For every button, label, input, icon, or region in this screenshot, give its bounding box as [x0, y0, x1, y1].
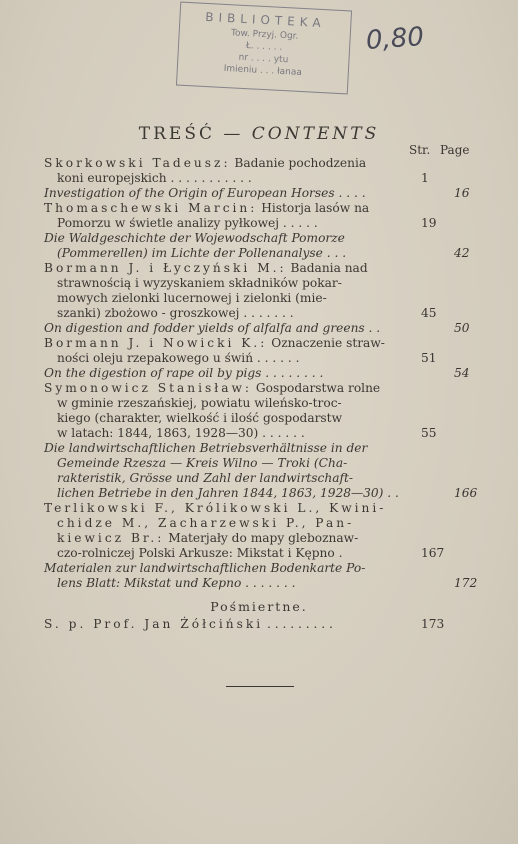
entry-title: Materjały do mapy gleboznaw-	[164, 531, 359, 545]
toc-entry-translation	[44, 321, 474, 336]
toc-entry-translation	[44, 366, 474, 381]
entry-title-line: kiego (charakter, wielkość i ilość gospodarstw	[57, 411, 343, 425]
section-heading-posthumous: Pośmiertne.	[210, 599, 308, 614]
toc-entry	[44, 336, 474, 366]
entry-author: Skorkowski Tadeusz:	[44, 156, 231, 170]
title-separator: —	[214, 124, 252, 144]
toc-entry-translation	[44, 231, 474, 261]
page-number: 172	[454, 576, 478, 590]
closing-rule	[226, 686, 294, 687]
entry-title: Badania nad	[286, 261, 368, 275]
entry-title-line: (Pommerellen) im Lichte der Pollenanalyse . . .	[57, 246, 347, 260]
entry-title-line: mowych zielonki lucernowej i zielonki (mie-	[57, 291, 327, 305]
page-number: 54	[454, 366, 470, 380]
toc-entry-translation	[44, 441, 478, 501]
entry-title: On digestion and fodder yields of alfalfa and greens . .	[44, 321, 381, 335]
toc-entry	[44, 381, 474, 441]
entry-title: Historja lasów na	[257, 201, 370, 215]
toc-entry	[44, 156, 474, 186]
stamp-line: BIBLIOTEKA	[204, 9, 326, 31]
entry-author-line: kiewicz Br.:	[57, 531, 165, 545]
stamp-line: Imieniu . . . łanaa	[223, 63, 303, 79]
entry-author: Terlikowski F., Królikowski L., Kwini-	[44, 501, 387, 515]
page-number: 166	[454, 486, 478, 500]
entry-title-line: szanki) zbożowo - groszkowej . . . . . . .	[57, 306, 294, 320]
library-stamp	[176, 2, 352, 95]
toc-entry	[44, 617, 474, 632]
column-header-page: Page	[440, 143, 470, 157]
str-number: 55	[421, 426, 437, 440]
page-number: 16	[454, 186, 470, 200]
entry-title: Die landwirtschaftlichen Betriebsverhältnisse in der	[44, 441, 368, 455]
toc-entry	[44, 201, 474, 231]
entry-title-line: czo-rolniczej Polski Arkusze: Mikstat i Kępno .	[57, 546, 343, 560]
title-english: CONTENTS	[251, 124, 380, 144]
entry-title: Gospodarstwa rolne	[252, 381, 381, 395]
entry-title-line: w gminie rzeszańskiej, powiatu wileńsko-troc-	[57, 396, 342, 410]
table-of-contents	[44, 156, 478, 632]
entry-title-line: Gemeinde Rzesza — Kreis Wilno — Troki (Cha-	[57, 456, 348, 470]
entry-title: Die Waldgeschichte der Wojewodschaft Pomorze	[44, 231, 345, 245]
stamp-line: nr . . . . ytu	[238, 52, 289, 66]
toc-entry	[44, 501, 474, 561]
entry-title: Badanie pochodzenia	[230, 156, 367, 170]
entry-dots: . . . . . . . . .	[267, 617, 333, 631]
str-number: 173	[421, 617, 445, 631]
toc-entry-translation	[44, 186, 474, 201]
entry-author: S. p. Prof. Jan Żółciński	[44, 617, 264, 631]
entry-title-line: ności oleju rzepakowego u świń . . . . . .	[57, 351, 300, 365]
entry-author: Bormann J. i Nowicki K.:	[44, 336, 268, 350]
entry-title-line: lichen Betriebe in den Jahren 1844, 1863, 1928—30) . .	[57, 486, 399, 500]
entry-author: Symonowicz Stanisław:	[44, 381, 253, 395]
toc-entry	[44, 261, 474, 321]
str-number: 51	[421, 351, 437, 365]
entry-author: Bormann J. i Łyczyński M.:	[44, 261, 287, 275]
column-header-str: Str.	[409, 143, 431, 157]
page-number: 42	[454, 246, 470, 260]
entry-title: On the digestion of rape oil by pigs . . . . . . . .	[44, 366, 324, 380]
entry-title-line: koni europejskich . . . . . . . . . . .	[57, 171, 252, 185]
handwritten-price: 0,80	[365, 22, 425, 56]
stamp-line: Tow. Przyj. Ogr.	[230, 28, 299, 42]
entry-title-line: strawnością i wyzyskaniem składników pokar-	[57, 276, 342, 290]
str-number: 1	[421, 171, 429, 185]
page-title	[0, 124, 518, 144]
entry-title-line: Pomorzu w świetle analizy pyłkowej . . . . .	[57, 216, 318, 230]
entry-title-line: lens Blatt: Mikstat und Kepno . . . . . . .	[57, 576, 296, 590]
entry-title: Investigation of the Origin of European Horses . . . .	[44, 186, 366, 200]
str-number: 167	[421, 546, 445, 560]
entry-title-line: rakteristik, Grösse und Zahl der landwirtschaft-	[57, 471, 354, 485]
stamp-line: Ł. . . . . .	[245, 41, 283, 53]
title-polish: TREŚĆ	[138, 124, 215, 144]
str-number: 45	[421, 306, 437, 320]
entry-title: Materialen zur landwirtschaftlichen Bodenkarte Po-	[44, 561, 366, 575]
entry-author: Thomaschewski Marcin:	[44, 201, 258, 215]
entry-author-line: chidze M., Zacharzewski P., Pan-	[57, 516, 355, 530]
entry-title: Oznaczenie straw-	[267, 336, 385, 350]
toc-entry-translation	[44, 561, 478, 591]
entry-title-line: w latach: 1844, 1863, 1928—30) . . . . . .	[57, 426, 305, 440]
str-number: 19	[421, 216, 437, 230]
page-number: 50	[454, 321, 470, 335]
